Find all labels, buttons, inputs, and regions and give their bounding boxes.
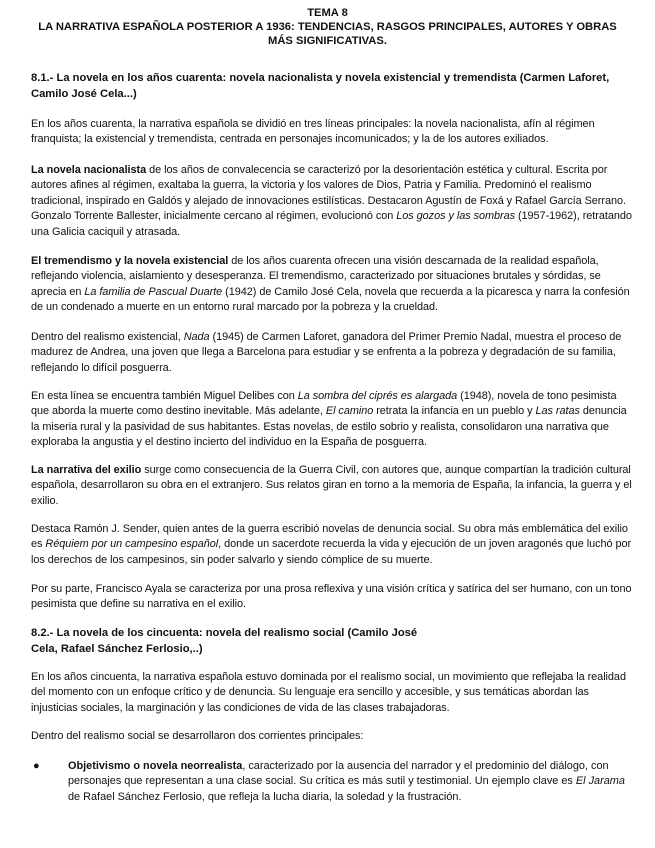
s2-paragraph-corrientes: Dentro del realismo social se desarrollaron dos corrientes principales: xyxy=(31,730,364,742)
s1-paragraph-ayala: Por su parte, Francisco Ayala se caracteriza por una prosa reflexiva y una visión crítica y satírica del ser humano, con un tono pesimista que define su narrativa en el exilio. xyxy=(31,583,632,611)
bullet-icon: ● xyxy=(33,760,40,772)
book-title: Las ratas xyxy=(535,405,580,418)
li1-bold: Objetivismo o novela neorrealista xyxy=(68,760,243,772)
section-2-heading-line-2: Cela, Rafael Sánchez Ferlosio,..) xyxy=(31,643,203,655)
book-title: La familia de Pascual Duarte xyxy=(84,285,223,298)
book-title: Nada xyxy=(183,331,210,343)
s1-paragraph-tremendismo: El tremendismo y la novela existencial de los años cuarenta ofrecen una visión descarnada de la realidad española, reflejando violencia, aislamiento y desesperanza. El tremendismo, caracterizado por situaciones brutales y sórdidas, se aprecia en La familia de Pascual Duarte (1942) de Camilo José Cela, novela que recuerda a la picaresca y narra la confesión de un condenado a muerte en un entorno rural marcado por la pobreza y la crueldad. xyxy=(31,255,630,314)
book-title: Réquiem por un campesino español xyxy=(45,538,219,551)
s1-p3-bold: El tremendismo y la novela existencial xyxy=(31,255,229,267)
s1-paragraph-delibes: En esta línea se encuentra también Miguel Delibes con La sombra del ciprés es alargada (1948), novela de tono pesimista que aborda la muerte como destino inevitable. Más adelante, El camino retrata la infancia en un pueblo y Las ratas denuncia la miseria rural y la pasividad de sus habitantes. Estas novelas, de estilo sobrio y realista, consolidaron una narrativa que exploraba la angustia y el destino incierto del individuo en la España de posguerra. xyxy=(31,390,627,449)
s1-p2-bold: La novela nacionalista xyxy=(31,164,147,176)
document-title: LA NARRATIVA ESPAÑOLA POSTERIOR A 1936: TENDENCIAS, RASGOS PRINCIPALES, AUTORES Y OBRAS MÁS SIGNIFICATIVAS. xyxy=(38,21,617,47)
s1-paragraph-sender: Destaca Ramón J. Sender, quien antes de la guerra escribió novelas de denuncia social. Su obra más emblemática del exilio es Réquiem por un campesino español, donde un sacerdote recuerda la vida y ejecución de un joven aragonés que luchó por los derechos de los campesinos, sin poder salvarlo y siendo cómplice de su muerte. xyxy=(31,523,632,566)
book-title: Los gozos y las sombras xyxy=(396,210,515,223)
s1-paragraph-nacionalista: La novela nacionalista de los años de convalecencia se caracterizó por la desorientación estética y cultural. Escrita por autores afines al régimen, exaltaba la guerra, la victoria y los valores de Dios, Patria y Familia. Predominó el realismo tradicional, inspirado en Galdós y alejado de innovaciones estilísticas. Destacaron Agustín de Foxá y Rafael García Serrano. Gonzalo Torrente Ballester, inicialmente cercano al régimen, evolucionó con Los gozos y las sombras (1957-1962), retratando una Galicia caciquil y atrasada. xyxy=(31,164,632,238)
s2-paragraph-intro: En los años cincuenta, la narrativa española estuvo dominada por el realismo social, un movimiento que reflejaba la realidad del momento con un enfoque crítico y de denuncia. Su lenguaje era sencillo y accesible, y sus temáticas abordan las injusticias sociales, la marginación y las condiciones de vida de las clases trabajadoras. xyxy=(31,671,626,714)
book-title: El Jarama xyxy=(575,775,625,788)
section-1-heading: 8.1.- La novela en los años cuarenta: novela nacionalista y novela existencial y tremendista (Carmen Laforet, Camilo José Cela...) xyxy=(31,72,610,100)
list-item-objetivismo: Objetivismo o novela neorrealista, caracterizado por la ausencia del narrador y el predominio del diálogo, con personajes que representan a una clase social. Su crítica es más sutil y testimonial. Un ejemplo clave es El Jarama de Rafael Sánchez Ferlosio, que refleja la lucha diaria, la soledad y la frustración. xyxy=(68,760,625,803)
s1-paragraph-exilio: La narrativa del exilio surge como consecuencia de la Guerra Civil, con autores que, aunque compartían la tradición cultural española, desarrollaron su obra en el extranjero. Sus relatos giran en torno a la memoria de España, la infancia, la guerra y el exilio. xyxy=(31,464,632,507)
tema-label: TEMA 8 xyxy=(307,7,348,19)
s1-paragraph-nada: Dentro del realismo existencial, Nada (1945) de Carmen Laforet, ganadora del Primer Premio Nadal, muestra el proceso de madurez de Andrea, una joven que llega a Barcelona para estudiar y se enfrenta a la pobreza y degradación de su familia, reflejando lo difícil posguerra. xyxy=(31,331,622,374)
section-2-heading-line-1: 8.2.- La novela de los cincuenta: novela del realismo social (Camilo José xyxy=(31,627,418,639)
book-title: El camino xyxy=(325,405,374,418)
book-title: La sombra del ciprés es alargada xyxy=(297,390,458,402)
s1-p6-bold: La narrativa del exilio xyxy=(31,464,142,476)
s1-paragraph-intro: En los años cuarenta, la narrativa española se dividió en tres líneas principales: la novela nacionalista, afín al régimen franquista; la existencial y tremendista, centrada en personajes incomunicados; y la de los autores exiliados. xyxy=(31,118,595,146)
